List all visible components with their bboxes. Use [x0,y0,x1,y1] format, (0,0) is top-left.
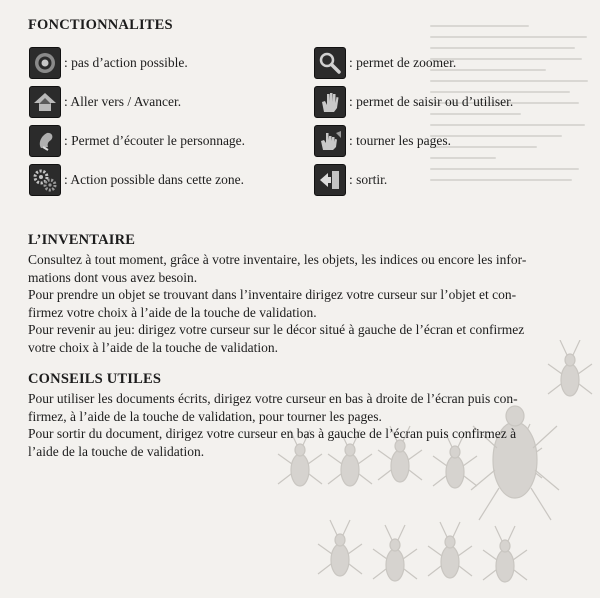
grab-hand-icon [314,86,346,118]
move-forward-icon [29,86,61,118]
feature-label: : pas d’action possible. [64,55,188,70]
text-line: Pour utiliser les documents écrits, dirigez votre curseur en bas à droite de l’écran puis con- [28,391,518,406]
feature-row-exit [314,163,387,197]
feature-label: : sortir. [349,172,388,187]
feature-label: : tourner les pages. [349,133,451,148]
tips-text [28,390,588,460]
text-line: Pour sortir du document, dirigez votre curseur en bas à gauche de l’écran puis confirmez à [28,426,517,441]
feature-row-move [29,85,181,119]
text-line: l’aide de la touche de validation. [28,443,205,459]
features-title: FONCTIONNALITES [28,17,173,33]
text-line: mations dont vous avez besoin. [28,269,198,285]
feature-row-pages [314,124,451,158]
feature-label: : permet de saisir ou d’utiliser. [349,94,514,109]
gears-icon [29,164,61,196]
tips-title: CONSEILS UTILES [28,371,162,387]
feature-label: : Permet d’écouter le personnage. [64,133,246,148]
inventory-title: L’INVENTAIRE [28,232,136,248]
blocked-icon [29,47,61,79]
feature-row-blocked [29,46,188,80]
feature-row-listen [29,124,245,158]
listen-icon [29,125,61,157]
text-line: firmez, à l’aide de la touche de validation, pour tourner les pages. [28,408,382,424]
magnifier-icon [314,47,346,79]
insect-illustration [270,340,600,598]
feature-row-grab [314,85,513,119]
text-line: Consultez à tout moment, grâce à votre inventaire, les objets, les indices ou encore les infor- [28,252,527,267]
text-line: Pour revenir au jeu: dirigez votre curseur sur le décor situé à gauche de l’écran et confirmez [28,322,525,337]
feature-label: : Aller vers / Avancer. [64,94,182,109]
text-line: votre choix à l’aide de la touche de validation. [28,339,279,355]
feature-label: : permet de zoomer. [349,55,457,70]
page-turn-hand-icon [314,125,346,157]
inventory-text [28,251,588,356]
text-line: Pour prendre un objet se trouvant dans l’inventaire dirigez votre curseur sur l’objet et con- [28,287,517,302]
exit-icon [314,164,346,196]
feature-label: : Action possible dans cette zone. [64,172,244,187]
feature-row-zoom [314,46,456,80]
text-line: firmez votre choix à l’aide de la touche de validation. [28,304,317,320]
feature-row-action [29,163,244,197]
